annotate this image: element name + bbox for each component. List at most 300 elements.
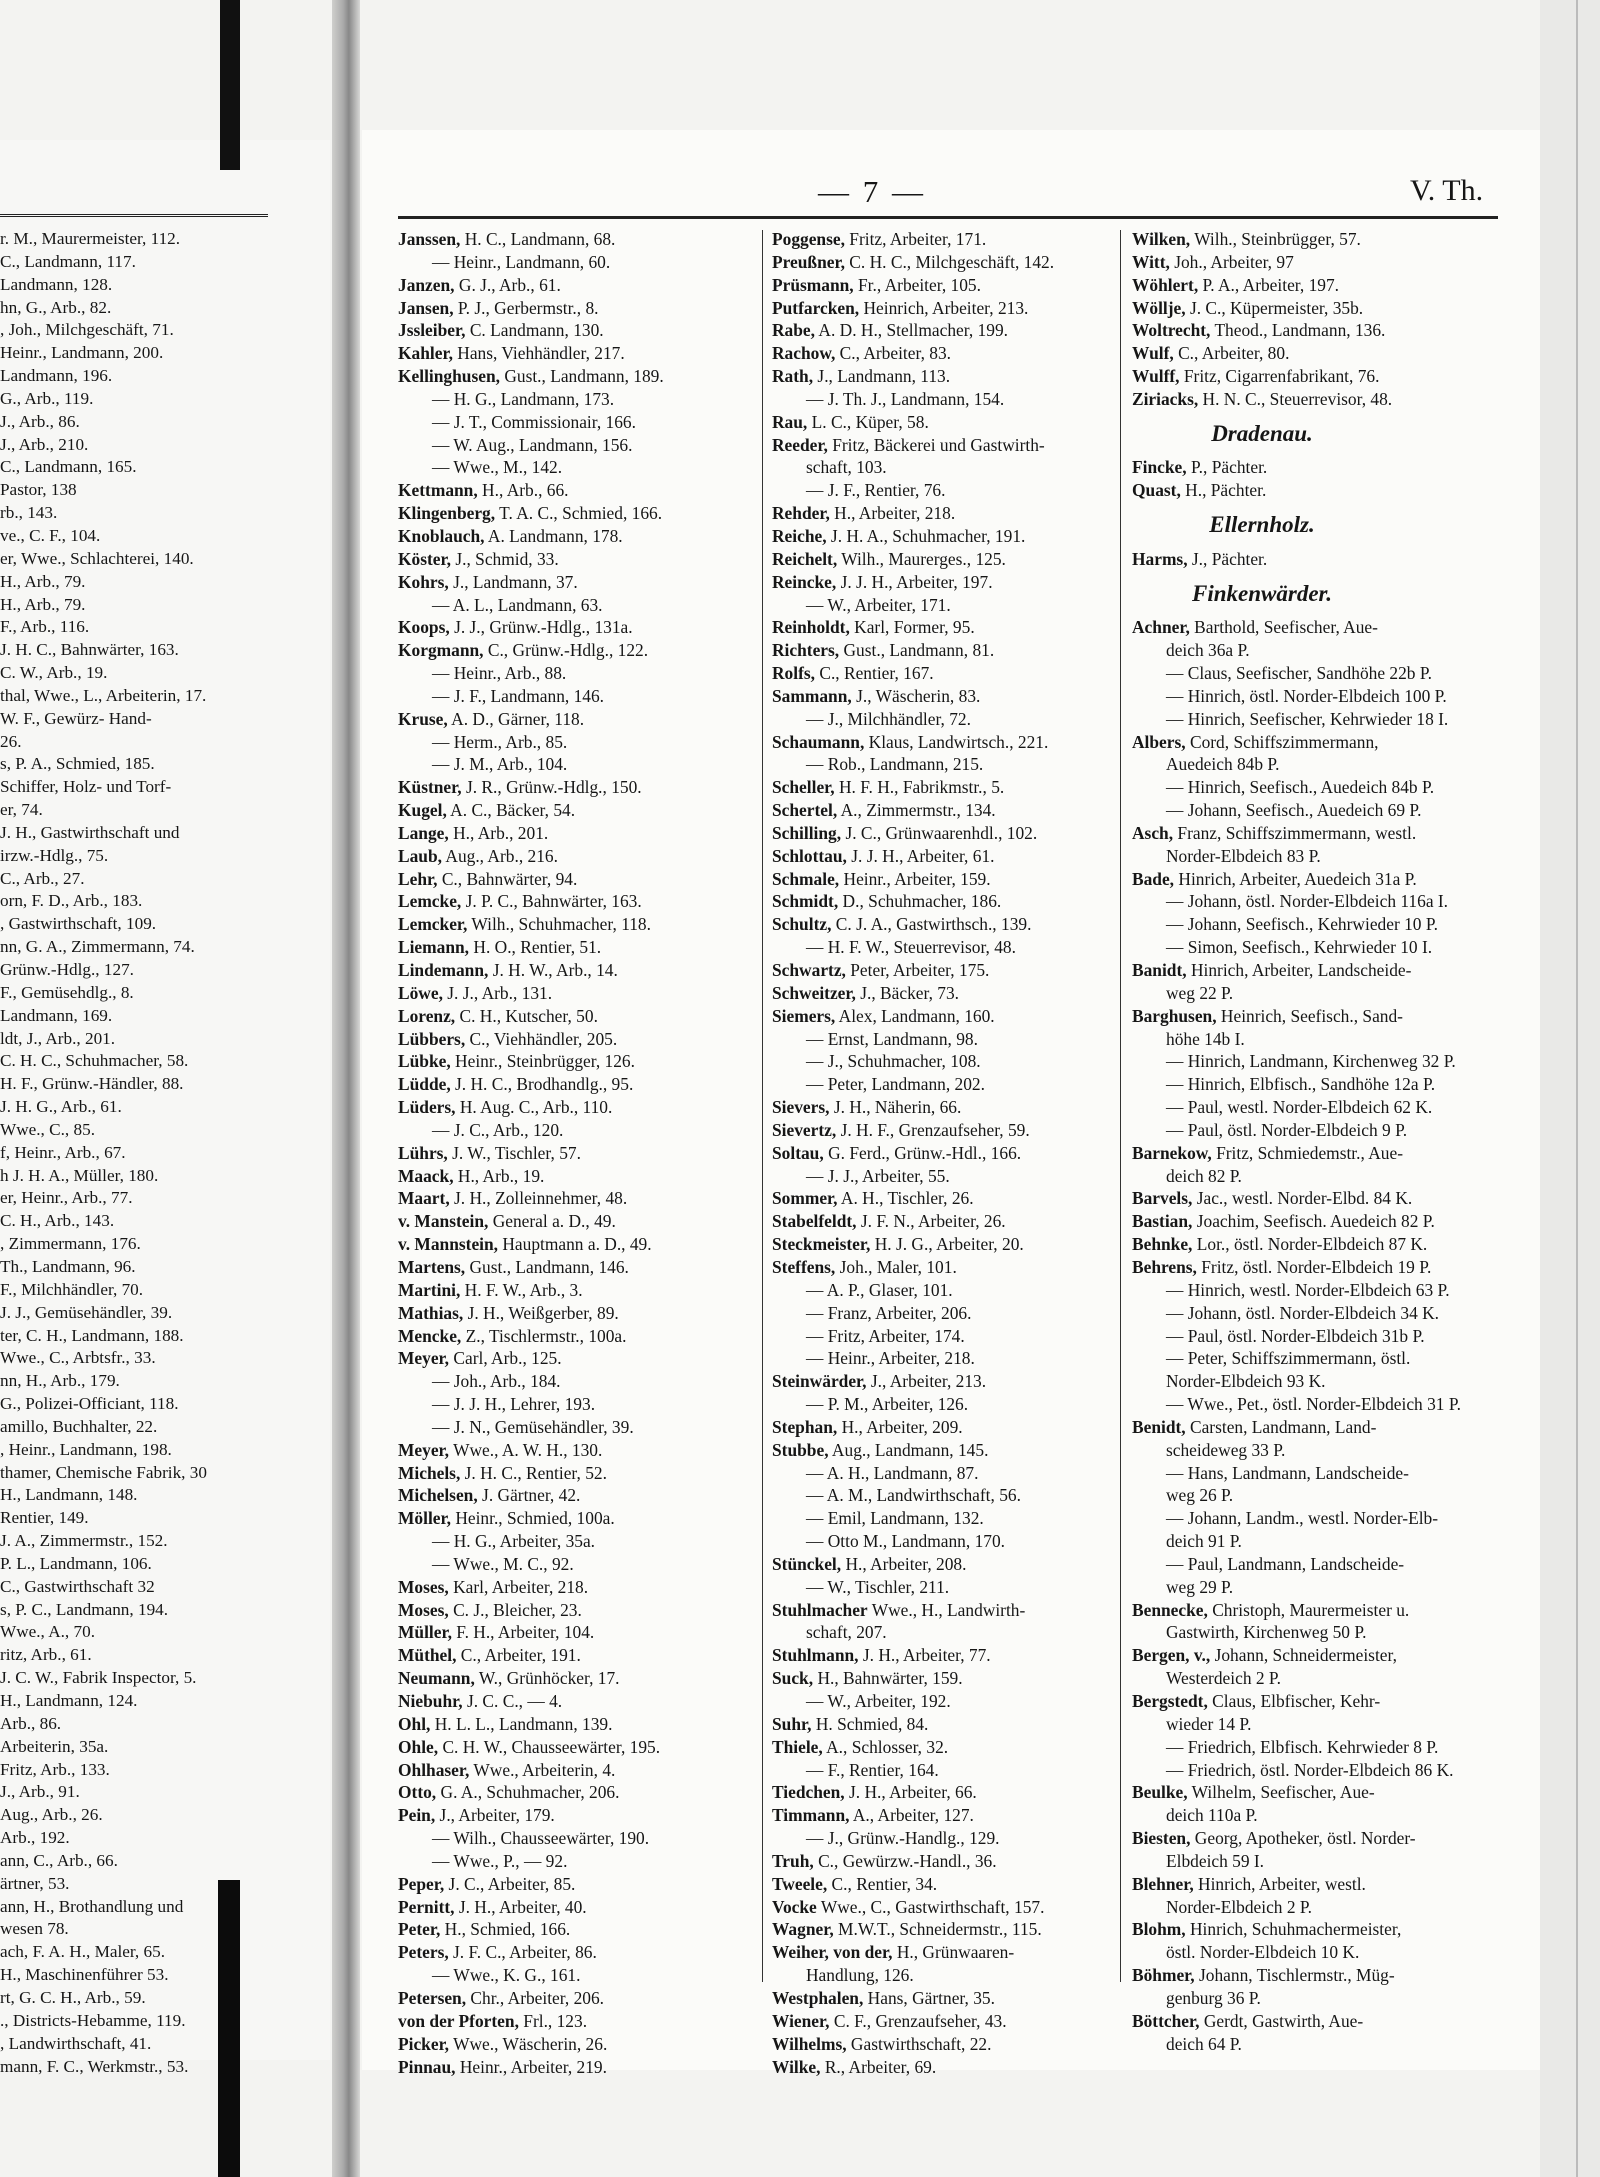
entry-surname: Wiener, xyxy=(772,2010,830,2031)
directory-entry xyxy=(772,776,1184,799)
binding-shadow-top xyxy=(220,0,240,170)
locality-heading: Dradenau. xyxy=(1211,420,1313,446)
directory-entry xyxy=(1132,959,1532,982)
entry-details: J. C., Küpermeister, 35b. xyxy=(1185,297,1364,318)
directory-entry xyxy=(772,2033,1184,2056)
directory-entry xyxy=(772,1781,1184,1804)
entry-surname: Maack, xyxy=(398,1165,454,1186)
entry-surname: Suck, xyxy=(772,1668,814,1689)
previous-page-line: F., Arb., 116. xyxy=(0,617,90,637)
entry-details: — J. J. H., Lehrer, 193. xyxy=(432,1394,596,1415)
directory-entry xyxy=(772,1964,1184,1987)
directory-entry xyxy=(398,822,798,845)
directory-entry xyxy=(1132,1530,1532,1553)
directory-entry xyxy=(772,1690,1184,1713)
previous-page-line: , Zimmermann, 176. xyxy=(0,1234,141,1254)
entry-details: — Hinrich, Landmann, Kirchenweg 32 P. xyxy=(1166,1051,1456,1072)
entry-details: — Hinrich, westl. Norder-Elbdeich 63 P. xyxy=(1166,1279,1450,1300)
entry-surname: Steckmeister, xyxy=(772,1234,871,1255)
entry-details: J. H. F., Grenzaufseher, 59. xyxy=(836,1119,1030,1140)
previous-page-line: Th., Landmann, 96. xyxy=(0,1256,136,1276)
entry-details: deich 36a P. xyxy=(1166,640,1250,661)
entry-details: — Herm., Arb., 85. xyxy=(432,731,568,752)
entry-surname: v. Manstein, xyxy=(398,1211,489,1232)
directory-entry xyxy=(772,1713,1184,1736)
entry-surname: Maart, xyxy=(398,1188,450,1209)
entry-surname: Weiher, von der, xyxy=(772,1942,893,1963)
entry-surname: Rabe, xyxy=(772,320,815,341)
previous-page-line: Fritz, Arb., 133. xyxy=(0,1759,110,1779)
directory-entry xyxy=(398,708,798,731)
entry-details: J., Landmann, 113. xyxy=(813,366,951,387)
directory-entry xyxy=(398,1713,798,1736)
entry-details: Hinrich, Schuhmachermeister, xyxy=(1185,1919,1402,1940)
directory-entry xyxy=(772,1941,1184,1964)
directory-entry xyxy=(398,799,798,822)
entry-details: — Franz, Arbeiter, 206. xyxy=(806,1302,972,1323)
entry-surname: Löwe, xyxy=(398,982,443,1003)
entry-surname: Tweele, xyxy=(772,1873,828,1894)
directory-entry xyxy=(772,2056,1184,2079)
directory-entry xyxy=(772,1553,1184,1576)
entry-details: Chr., Arbeiter, 206. xyxy=(466,1987,605,2008)
entry-details: — Wilh., Chausseewärter, 190. xyxy=(432,1828,650,1849)
previous-page-line: amillo, Buchhalter, 22. xyxy=(0,1416,158,1436)
directory-entry xyxy=(772,1599,1184,1622)
previous-page-line: mann, F. C., Werkmstr., 53. xyxy=(0,2056,189,2076)
directory-entry xyxy=(398,1553,798,1576)
page-number: — 7 — xyxy=(818,174,926,209)
entry-surname: Stuhlmacher xyxy=(772,1599,868,1620)
entry-surname: Kahler, xyxy=(398,343,453,364)
previous-page-line: ärtner, 53. xyxy=(0,1873,70,1893)
entry-surname: Schaumann, xyxy=(772,731,865,752)
entry-details: — Friedrich, Elbfisch. Kehrwieder 8 P. xyxy=(1166,1736,1439,1757)
directory-entry xyxy=(1132,1119,1532,1142)
previous-page-line: , Landwirthschaft, 41. xyxy=(0,2033,152,2053)
entry-surname: Stuhlmann, xyxy=(772,1645,859,1666)
directory-entry xyxy=(772,548,1184,571)
entry-surname: Stabelfeldt, xyxy=(772,1211,857,1232)
entry-details: — J. F., Rentier, 76. xyxy=(806,480,946,501)
directory-entry xyxy=(398,1347,798,1370)
entry-details: deich 64 P. xyxy=(1166,2033,1242,2054)
book-gutter xyxy=(332,0,360,2177)
directory-entry xyxy=(772,1736,1184,1759)
entry-surname: Sammann, xyxy=(772,685,852,706)
directory-entry xyxy=(398,1599,798,1622)
directory-entry xyxy=(398,913,798,936)
entry-details: H., Arb., 201. xyxy=(448,822,549,843)
entry-details: H., Arbeiter, 208. xyxy=(841,1553,967,1574)
entry-surname: Niebuhr, xyxy=(398,1691,463,1711)
entry-details: J. J. H., Arbeiter, 61. xyxy=(846,845,995,866)
previous-page-line: er, Wwe., Schlachterei, 140. xyxy=(0,548,194,568)
directory-entry xyxy=(398,388,798,411)
previous-page-line: ach, F. A. H., Maler, 65. xyxy=(0,1942,166,1962)
previous-page-line: nn, H., Arb., 179. xyxy=(0,1371,120,1391)
previous-page-line: f, Heinr., Arb., 67. xyxy=(0,1142,126,1162)
entry-details: — Hinrich, östl. Norder-Elbdeich 100 P. xyxy=(1166,685,1447,706)
entry-details: C., Arbeiter, 191. xyxy=(456,1645,581,1666)
previous-page-line: , Gastwirthschaft, 109. xyxy=(0,914,157,934)
directory-entry xyxy=(772,1827,1184,1850)
entry-surname: Biesten, xyxy=(1132,1828,1191,1849)
directory-entry xyxy=(772,1621,1184,1644)
directory-entry xyxy=(398,1621,798,1644)
entry-details: — Hinrich, Seefischer, Kehrwieder 18 I. xyxy=(1166,708,1449,729)
entry-details: Joh., Arbeiter, 97 xyxy=(1169,251,1294,272)
entry-details: Norder-Elbdeich 2 P. xyxy=(1166,1896,1312,1917)
entry-details: Christoph, Maurermeister u. xyxy=(1207,1599,1410,1620)
previous-page-line: Landmann, 196. xyxy=(0,366,113,386)
entry-surname: Reeder, xyxy=(772,434,828,455)
entry-surname: Bergstedt, xyxy=(1132,1691,1208,1711)
entry-details: Heinr., Steinbrügger, 126. xyxy=(450,1051,635,1072)
entry-surname: Poggense, xyxy=(772,229,845,249)
entry-details: H., Arb., 19. xyxy=(453,1165,545,1186)
directory-entry xyxy=(398,1050,798,1073)
entry-surname: Fincke, xyxy=(1132,457,1187,478)
entry-details: — A. M., Landwirthschaft, 56. xyxy=(806,1485,1021,1506)
directory-entry xyxy=(1132,1599,1532,1622)
entry-details: Fritz, östl. Norder-Elbdeich 19 P. xyxy=(1196,1256,1432,1277)
directory-entry xyxy=(772,1416,1184,1439)
directory-entry xyxy=(772,708,1184,731)
previous-page-line: thamer, Chemische Fabrik, 30 xyxy=(0,1462,207,1482)
directory-entry xyxy=(1132,456,1532,479)
entry-details: — Wwe., K. G., 161. xyxy=(432,1965,581,1986)
entry-details: — W., Tischler, 211. xyxy=(806,1576,950,1597)
entry-details: — J. M., Arb., 104. xyxy=(432,754,568,775)
entry-surname: Lemcke, xyxy=(398,891,462,912)
entry-details: J. H., Näherin, 66. xyxy=(829,1097,962,1118)
entry-surname: Picker, xyxy=(398,2033,450,2054)
directory-entry xyxy=(772,1210,1184,1233)
entry-details: J., Arbeiter, 179. xyxy=(435,1805,555,1826)
entry-surname: Ziriacks, xyxy=(1132,388,1199,409)
header-rule xyxy=(398,216,1498,219)
previous-page-fragment xyxy=(0,140,330,2076)
previous-page-line: rb., 143. xyxy=(0,503,58,523)
entry-details: J. R., Grünw.-Hdlg., 150. xyxy=(461,777,642,798)
entry-details: C. H., Kutscher, 50. xyxy=(455,1005,598,1026)
entry-surname: Rehder, xyxy=(772,503,830,524)
entry-surname: Böttcher, xyxy=(1132,2010,1200,2031)
directory-entry xyxy=(1132,342,1532,365)
directory-entry xyxy=(398,685,798,708)
directory-entry xyxy=(1132,1439,1532,1462)
entry-surname: Petersen, xyxy=(398,1987,467,2008)
directory-entry xyxy=(1132,1690,1532,1713)
entry-surname: Tiedchen, xyxy=(772,1782,845,1803)
directory-entry xyxy=(1132,685,1532,708)
entry-details: C., Rentier, 34. xyxy=(827,1873,938,1894)
entry-details: deich 91 P. xyxy=(1166,1531,1242,1552)
entry-details: A., Arbeiter, 127. xyxy=(849,1805,974,1826)
previous-page-line: Arbeiterin, 35a. xyxy=(0,1736,109,1756)
previous-page-line: Wwe., A., 70. xyxy=(0,1622,95,1642)
directory-entry xyxy=(398,571,798,594)
previous-page-line: ve., C. F., 104. xyxy=(0,525,101,545)
previous-page-line: ritz, Arb., 61. xyxy=(0,1645,92,1665)
directory-entry xyxy=(1132,936,1532,959)
entry-details: — Simon, Seefisch., Kehrwieder 10 I. xyxy=(1166,937,1433,958)
previous-page-line: hn, G., Arb., 82. xyxy=(0,297,112,317)
entry-details: — Wwe., P., — 92. xyxy=(432,1850,568,1871)
directory-entry xyxy=(772,274,1184,297)
entry-surname: Timmann, xyxy=(772,1805,850,1826)
directory-entry xyxy=(772,1507,1184,1530)
previous-page-line: Heinr., Landmann, 200. xyxy=(0,343,164,363)
entry-details: — Emil, Landmann, 132. xyxy=(806,1508,984,1529)
entry-details: J. H. C., Rentier, 52. xyxy=(460,1462,607,1483)
entry-surname: Müthel, xyxy=(398,1645,457,1666)
entry-surname: Harms, xyxy=(1132,548,1188,569)
entry-surname: Barnekow, xyxy=(1132,1142,1212,1163)
directory-entry xyxy=(398,1964,798,1987)
directory-entry xyxy=(398,959,798,982)
entry-details: — Fritz, Arbeiter, 174. xyxy=(806,1325,965,1346)
directory-entry xyxy=(398,1987,798,2010)
entry-details: H. Aug. C., Arb., 110. xyxy=(455,1097,613,1118)
directory-entry xyxy=(398,890,798,913)
entry-details: Peter, Arbeiter, 175. xyxy=(845,960,990,980)
entry-surname: Wöllje, xyxy=(1132,297,1186,318)
directory-entry xyxy=(398,845,798,868)
entry-surname: Neumann, xyxy=(398,1668,475,1689)
entry-details: Aug., Landmann, 145. xyxy=(828,1439,989,1460)
directory-entry xyxy=(1132,639,1532,662)
entry-details: Wilh., Maurerges., 125. xyxy=(837,548,1006,569)
entry-surname: Sommer, xyxy=(772,1188,838,1209)
entry-surname: Quast, xyxy=(1132,480,1181,501)
directory-entry xyxy=(1132,1302,1532,1325)
entry-details: Karl, Former, 95. xyxy=(849,617,975,638)
directory-entry xyxy=(398,1736,798,1759)
entry-details: Wwe., A. W. H., 130. xyxy=(449,1439,603,1460)
entry-details: Hinrich, Arbeiter, westl. xyxy=(1193,1873,1366,1894)
directory-entry xyxy=(1132,913,1532,936)
entry-surname: v. Mannstein, xyxy=(398,1234,499,1255)
entry-details: — H. G., Arbeiter, 35a. xyxy=(432,1531,596,1552)
directory-entry xyxy=(398,1416,798,1439)
directory-entry xyxy=(1132,822,1532,845)
previous-page-line: er, 74. xyxy=(0,800,43,820)
directory-entry xyxy=(772,1850,1184,1873)
entry-details: Heinrich, Arbeiter, 213. xyxy=(859,297,1029,318)
directory-entry xyxy=(772,297,1184,320)
entry-surname: Putfarcken, xyxy=(772,297,860,318)
entry-surname: Schwartz, xyxy=(772,960,846,980)
previous-page-line: Wwe., C., 85. xyxy=(0,1119,95,1139)
entry-surname: Preußner, xyxy=(772,251,845,272)
entry-surname: Wulff, xyxy=(1132,366,1180,387)
directory-entry xyxy=(1132,799,1532,822)
entry-details: Joh., Maler, 101. xyxy=(835,1256,957,1277)
previous-page-line: J. J., Gemüsehändler, 39. xyxy=(0,1302,173,1322)
entry-details: C. J. A., Gastwirthsch., 139. xyxy=(831,914,1032,935)
page-edge-line xyxy=(1576,0,1578,2177)
directory-entry xyxy=(398,411,798,434)
entry-details: Franz, Schiffszimmermann, westl. xyxy=(1173,822,1417,843)
previous-page-line: J., Arb., 86. xyxy=(0,411,80,431)
entry-surname: Schweitzer, xyxy=(772,982,856,1003)
directory-entry xyxy=(398,594,798,617)
entry-details: J. F. N., Arbeiter, 26. xyxy=(856,1211,1006,1232)
directory-entry xyxy=(398,2010,798,2033)
entry-details: — Heinr., Arbeiter, 218. xyxy=(806,1348,975,1369)
entry-details: Fritz, Arbeiter, 171. xyxy=(844,229,987,249)
entry-details: — Friedrich, östl. Norder-Elbdeich 86 K. xyxy=(1166,1759,1454,1780)
entry-details: Gastwirthschaft, 22. xyxy=(846,2033,992,2054)
previous-page-line: ter, C. H., Landmann, 188. xyxy=(0,1325,184,1345)
directory-entry xyxy=(1132,1987,1532,2010)
directory-entry xyxy=(398,1873,798,1896)
previous-page-line: J. A., Zimmermstr., 152. xyxy=(0,1531,168,1551)
entry-details: Alex, Landmann, 160. xyxy=(835,1005,995,1026)
directory-entry xyxy=(398,1804,798,1827)
directory-entry xyxy=(398,1165,798,1188)
directory-entry xyxy=(1132,1256,1532,1279)
entry-details: J., Arbeiter, 213. xyxy=(866,1371,987,1392)
directory-entry xyxy=(772,1096,1184,1119)
entry-surname: Beulke, xyxy=(1132,1782,1188,1803)
directory-entry xyxy=(398,2033,798,2056)
entry-surname: Schmale, xyxy=(772,868,840,889)
entry-details: Auedeich 84b P. xyxy=(1166,754,1280,775)
entry-surname: Barvels, xyxy=(1132,1188,1193,1209)
entry-details: J. C., Arbeiter, 85. xyxy=(444,1873,576,1894)
directory-entry xyxy=(398,1028,798,1051)
section-label: V. Th. xyxy=(1410,174,1484,207)
entry-details: Hinrich, Arbeiter, Auedeich 31a P. xyxy=(1174,868,1417,889)
entry-details: H., Pächter. xyxy=(1180,480,1267,501)
previous-page-line: W. F., Gewürz- Hand- xyxy=(0,708,152,728)
directory-entry xyxy=(1132,1964,1532,1987)
directory-entry xyxy=(772,799,1184,822)
entry-details: J. F. C., Arbeiter, 86. xyxy=(448,1942,597,1963)
directory-entry xyxy=(1132,1873,1532,1896)
entry-details: — Heinr., Landmann, 60. xyxy=(432,251,611,272)
directory-entry xyxy=(1132,1941,1532,1964)
directory-entry xyxy=(398,1896,798,1919)
directory-entry xyxy=(772,982,1184,1005)
entry-surname: Behrens, xyxy=(1132,1256,1197,1277)
entry-details: — Johann, Seefisch., Auedeich 69 P. xyxy=(1166,800,1422,821)
directory-entry xyxy=(1132,251,1532,274)
entry-details: Aug., Arb., 216. xyxy=(442,845,558,866)
previous-page-line: er, Heinr., Arb., 77. xyxy=(0,1188,133,1208)
directory-entry xyxy=(772,1005,1184,1028)
directory-entry xyxy=(772,456,1184,479)
entry-details: Wilhelm, Seefischer, Aue- xyxy=(1187,1782,1375,1803)
previous-page-line: thal, Wwe., L., Arbeiterin, 17. xyxy=(0,685,207,705)
entry-surname: Pein, xyxy=(398,1805,436,1826)
entry-details: wieder 14 P. xyxy=(1166,1713,1252,1734)
directory-entry xyxy=(772,616,1184,639)
entry-details: C., Rentier, 167. xyxy=(815,663,934,684)
directory-entry xyxy=(772,1233,1184,1256)
directory-page xyxy=(362,130,1540,2077)
directory-entry xyxy=(1132,1644,1532,1667)
previous-page-line: C., Landmann, 117. xyxy=(0,251,136,271)
directory-entry xyxy=(772,1804,1184,1827)
entry-details: J. H., Arbeiter, 40. xyxy=(454,1896,587,1917)
entry-details: Handlung, 126. xyxy=(806,1965,914,1986)
directory-entry xyxy=(1132,1325,1532,1348)
directory-entry xyxy=(398,1644,798,1667)
directory-entry xyxy=(1132,1187,1532,1210)
directory-entry xyxy=(772,1165,1184,1188)
entry-details: Lor., östl. Norder-Elbdeich 87 K. xyxy=(1192,1234,1428,1255)
directory-entry xyxy=(772,1484,1184,1507)
entry-details: Johann, Tischlermstr., Müg- xyxy=(1194,1965,1395,1986)
entry-details: — Joh., Arb., 184. xyxy=(432,1371,561,1392)
entry-surname: Meyer, xyxy=(398,1439,450,1460)
entry-details: C. H. C., Milchgeschäft, 142. xyxy=(844,251,1055,272)
entry-details: Klaus, Landwirtsch., 221. xyxy=(864,731,1049,752)
directory-entry xyxy=(772,822,1184,845)
entry-surname: Martens, xyxy=(398,1256,466,1277)
directory-entry xyxy=(1132,1621,1532,1644)
entry-surname: Reichelt, xyxy=(772,548,838,569)
entry-details: J. J., Grünw.-Hdlg., 131a. xyxy=(449,617,633,638)
previous-page-line: H., Landmann, 124. xyxy=(0,1691,138,1710)
entry-details: Wilh., Steinbrügger, 57. xyxy=(1190,229,1361,249)
entry-details: H., Grünwaaren- xyxy=(892,1942,1015,1963)
entry-details: C. J., Bleicher, 23. xyxy=(448,1599,582,1620)
previous-page-line: J. C. W., Fabrik Inspector, 5. xyxy=(0,1668,197,1688)
previous-page-line: Schiffer, Holz- und Torf- xyxy=(0,777,172,797)
directory-entry xyxy=(772,594,1184,617)
entry-details: C. F., Grenzaufseher, 43. xyxy=(829,2010,1007,2031)
directory-entry xyxy=(1132,868,1532,891)
directory-entry xyxy=(398,434,798,457)
previous-page-line: r. M., Maurermeister, 112. xyxy=(0,229,181,248)
entry-details: A. D. H., Stellmacher, 199. xyxy=(815,320,1008,341)
entry-surname: Müller, xyxy=(398,1622,452,1643)
entry-surname: Reincke, xyxy=(772,571,837,592)
entry-details: — J., Schuhmacher, 108. xyxy=(806,1051,981,1072)
directory-entry xyxy=(1132,1553,1532,1576)
directory-entry xyxy=(398,1530,798,1553)
directory-entry xyxy=(398,365,798,388)
entry-details: P., Pächter. xyxy=(1186,457,1268,478)
entry-surname: Jansen, xyxy=(398,297,454,318)
entry-details: — F., Rentier, 164. xyxy=(806,1759,939,1780)
entry-details: Cord, Schiffszimmermann, xyxy=(1185,731,1379,752)
entry-surname: Lange, xyxy=(398,822,449,843)
entry-details: — Paul, östl. Norder-Elbdeich 9 P. xyxy=(1166,1119,1408,1140)
entry-surname: Schilling, xyxy=(772,822,842,843)
entry-surname: Kohrs, xyxy=(398,571,449,592)
directory-entry xyxy=(398,1759,798,1782)
directory-entry xyxy=(1132,1736,1532,1759)
entry-surname: von der Pforten, xyxy=(398,2010,519,2031)
entry-details: Barthold, Seefischer, Aue- xyxy=(1189,617,1378,638)
directory-entry xyxy=(1132,1850,1532,1873)
entry-details: J. C., Grünwaarenhdl., 102. xyxy=(841,822,1038,843)
directory-entry xyxy=(398,1370,798,1393)
directory-entry xyxy=(398,1096,798,1119)
directory-entry xyxy=(772,685,1184,708)
entry-details: General a. D., 49. xyxy=(488,1211,616,1232)
directory-entry xyxy=(1132,1096,1532,1119)
directory-entry xyxy=(1132,1142,1532,1165)
directory-entry xyxy=(1132,1210,1532,1233)
entry-surname: Peper, xyxy=(398,1873,445,1894)
